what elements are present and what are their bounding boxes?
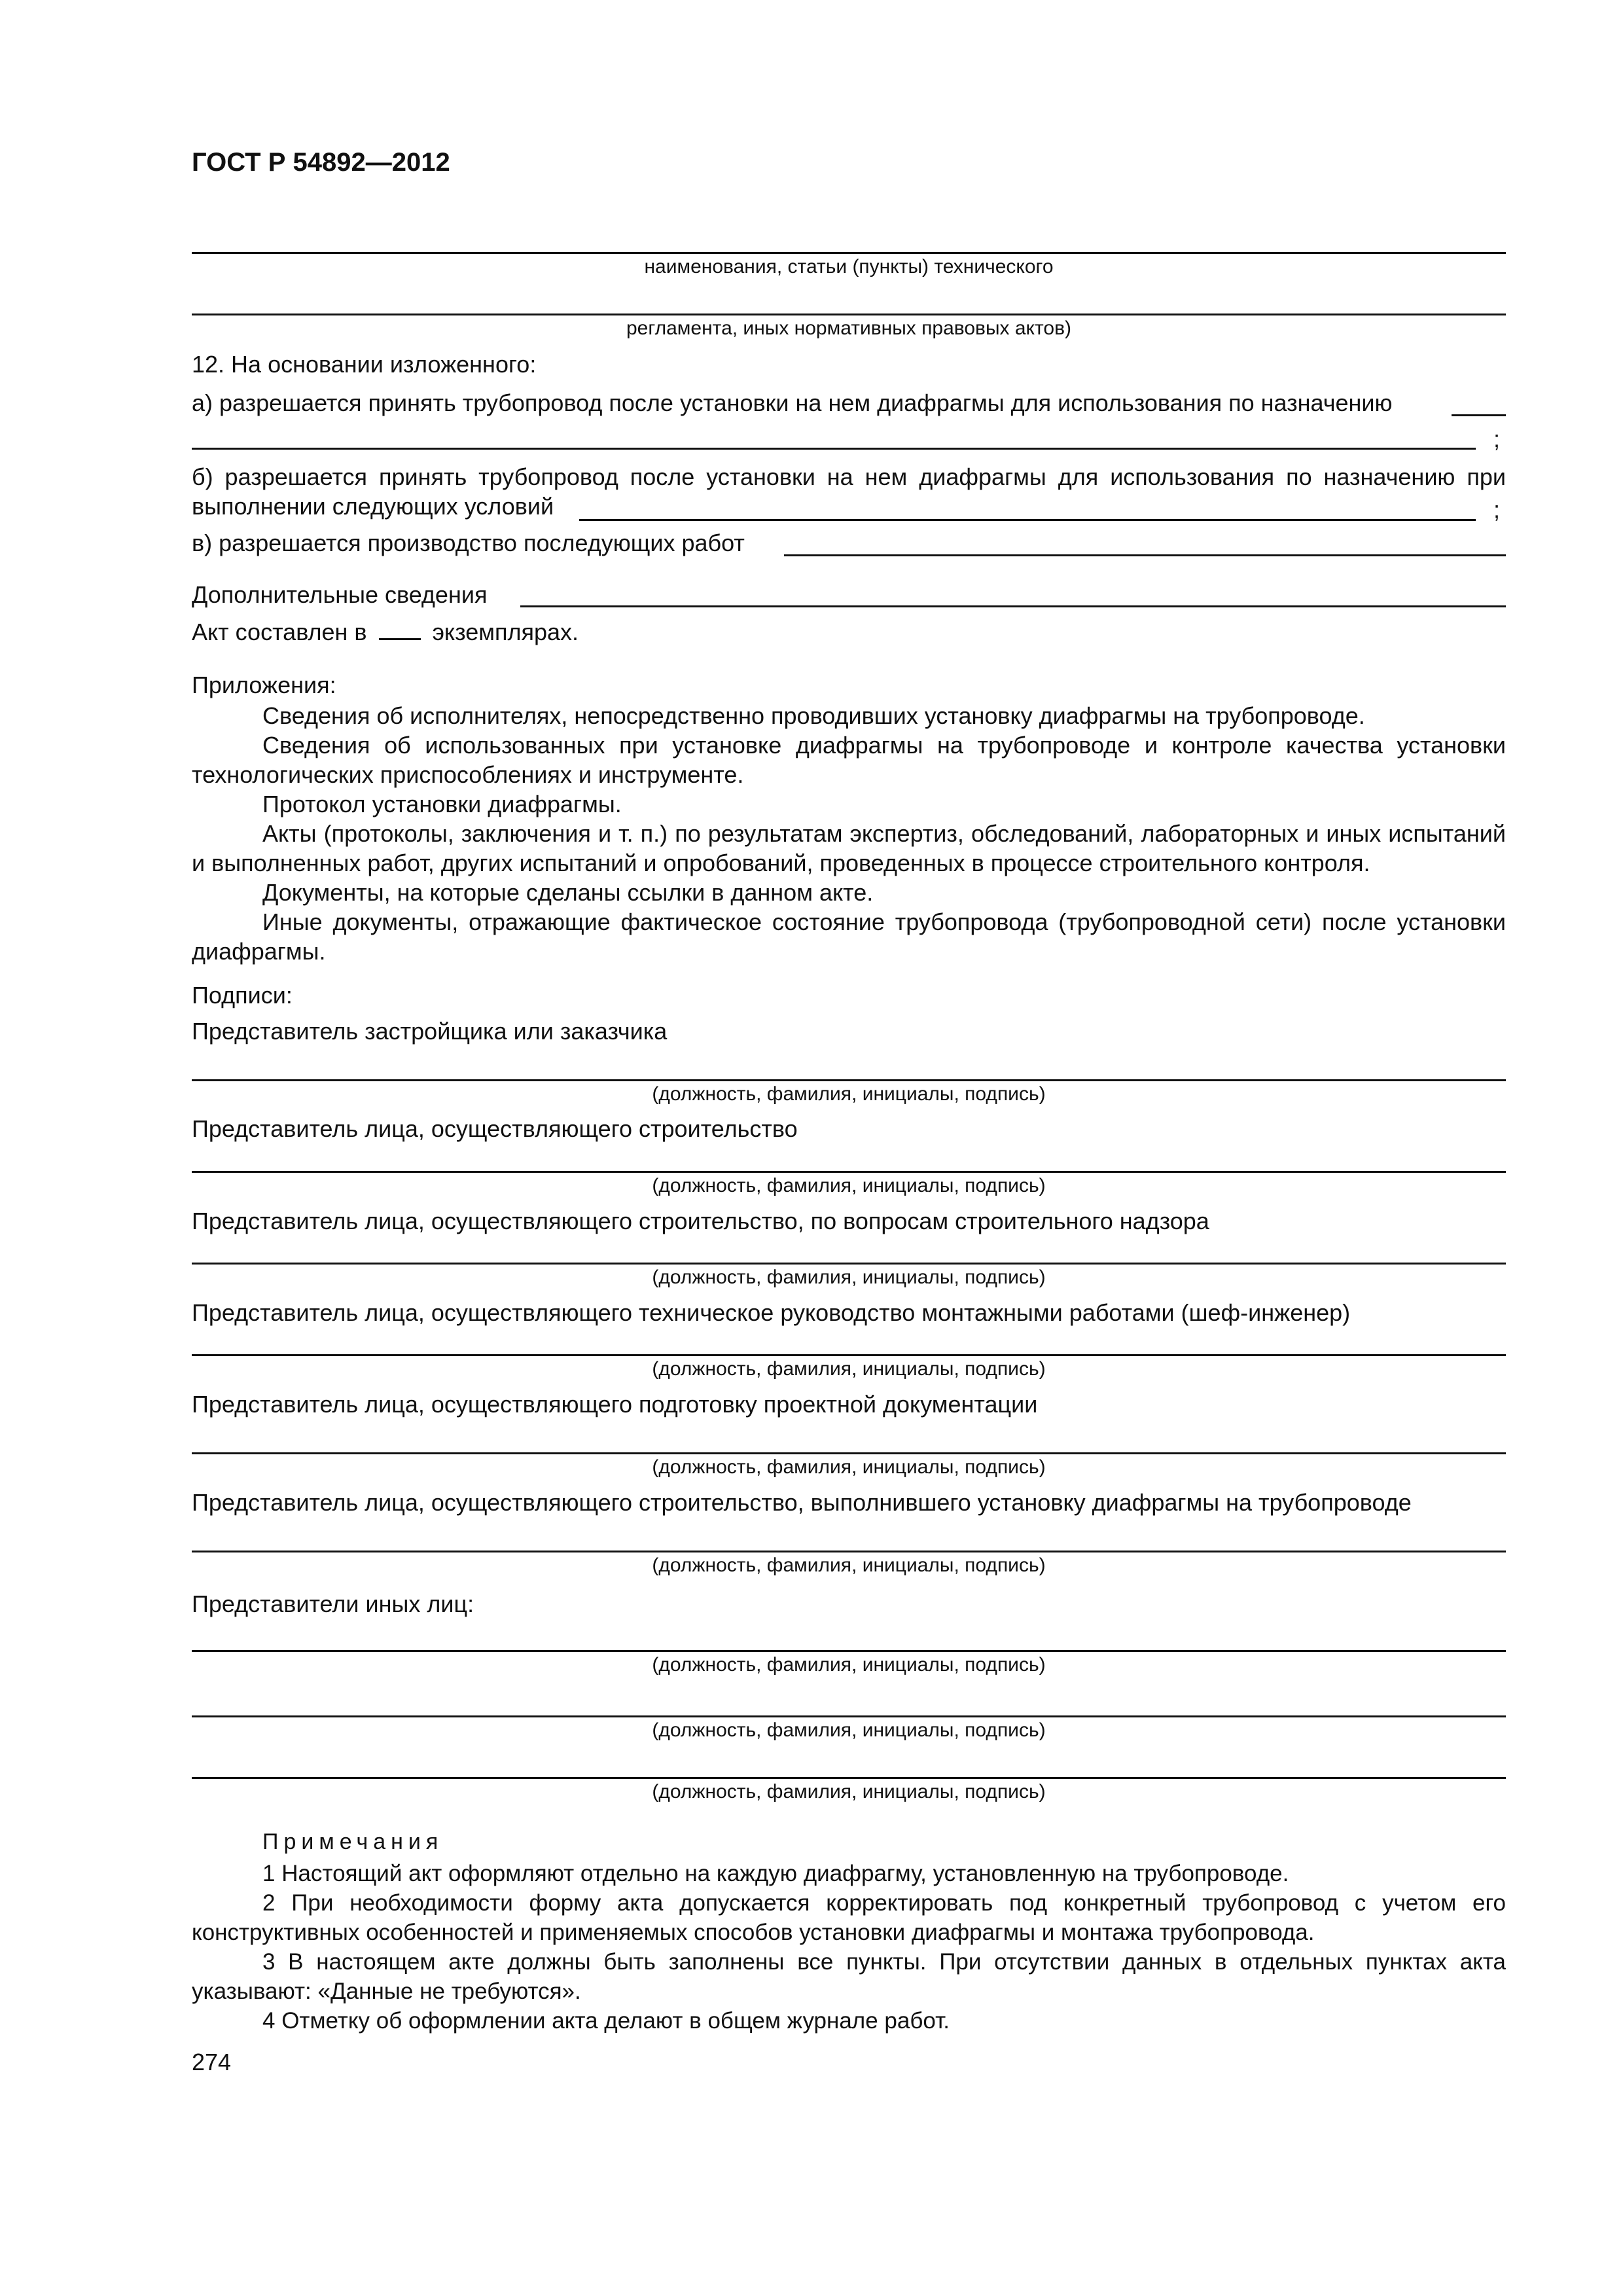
signature-line[interactable] [192,1777,1506,1779]
appendices-list [192,701,1506,966]
notes-list [192,1859,1506,2036]
signature-caption: (должность, фамилия, инициалы, подпись) [652,1781,1046,1803]
fill-line [1452,414,1506,416]
rep-label: Представитель лица, осуществляющего строительство, по вопросам строительного надзора [192,1208,1209,1234]
signature-caption: (должность, фамилия, инициалы, подпись) [652,1266,1046,1288]
item-12c: в) разрешается производство последующих работ [192,529,745,556]
fill-line [579,519,1476,521]
rep-label: Представитель лица, осуществляющего строительство, выполнившего установку диафрагмы на трубопроводе [192,1489,1412,1516]
signature-caption: (должность, фамилия, инициалы, подпись) [652,1719,1046,1741]
signature-line[interactable] [192,1650,1506,1652]
appendix-item: Акты (протоколы, заключения и т. п.) по результатам экспертиз, обследований, лабораторных и иных испытаний и выполненных работ, других испытаний и опробований, проведенных в процессе строительного контроля. [192,820,1506,876]
fill-line [192,252,1506,254]
act-copies-before: Акт составлен в [192,619,367,645]
rep-label: Представитель лица, осуществляющего строительство [192,1115,798,1142]
rep-label: Представители иных лиц: [192,1590,474,1617]
signature-line[interactable] [192,1715,1506,1717]
signature-line[interactable] [192,1452,1506,1454]
page-number: 274 [192,2049,232,2075]
appendix-item: Протокол установки диафрагмы. [262,791,622,817]
signature-caption: (должность, фамилия, инициалы, подпись) [652,1083,1046,1105]
signature-caption: (должность, фамилия, инициалы, подпись) [652,1175,1046,1196]
semicolon: ; [1493,496,1501,523]
signature-caption: (должность, фамилия, инициалы, подпись) [652,1654,1046,1676]
item-12-title: 12. На основании изложенного: [192,351,537,378]
appendix-item: Документы, на которые сделаны ссылки в данном акте. [262,879,874,906]
field-caption: регламента, иных нормативных правовых актов) [626,317,1072,339]
appendix-item: Сведения об исполнителях, непосредственно проводивших установку диафрагмы на трубопроводе. [262,702,1365,729]
act-copies-after: экземплярах. [432,619,579,645]
note-item: 4 Отметку об оформлении акта делают в общем журнале работ. [262,2008,950,2034]
item-12a: а) разрешается принять трубопровод после установки на нем диафрагмы для использования по назначению [192,389,1393,416]
field-caption: наименования, статьи (пункты) технического [644,256,1054,278]
note-item: 3 В настоящем акте должны быть заполнены все пункты. При отсутствии данных в отдельных пунктах акта указывают: «Данные не требуются». [192,1949,1506,2004]
signature-line[interactable] [192,1354,1506,1356]
appendix-item: Сведения об использованных при установке диафрагмы на трубопроводе и контроле качества установки технологических приспособлениях и инструменте. [192,732,1506,788]
fill-line [520,605,1506,607]
signature-line[interactable] [192,1263,1506,1265]
extra-info-label: Дополнительные сведения [192,581,488,608]
signature-line[interactable] [192,1079,1506,1081]
fill-line [192,448,1476,450]
signature-line[interactable] [192,1551,1506,1552]
signatures-title: Подписи: [192,982,293,1009]
signature-caption: (должность, фамилия, инициалы, подпись) [652,1456,1046,1478]
item-12b: б) разрешается принять трубопровод после установки на нем диафрагмы для использования по назначению при выполнении следующих условий [192,463,1506,520]
copies-blank [379,638,421,640]
semicolon: ; [1493,425,1501,452]
signature-caption: (должность, фамилия, инициалы, подпись) [652,1554,1046,1576]
signature-line[interactable] [192,1171,1506,1173]
appendices-title: Приложения: [192,672,336,698]
act-copies [192,619,579,646]
signature-caption: (должность, фамилия, инициалы, подпись) [652,1358,1046,1380]
note-item: 2 При необходимости форму акта допускается корректировать под конкретный трубопровод с учетом его конструктивных особенностей и применяемых способов установки диафрагмы и монтажа трубопровода. [192,1890,1506,1945]
rep-label: Представитель лица, осуществляющего техническое руководство монтажными работами (шеф-инженер) [192,1299,1351,1326]
rep-label: Представитель застройщика или заказчика [192,1018,668,1045]
note-item: 1 Настоящий акт оформляют отдельно на каждую диафрагму, установленную на трубопроводе. [262,1861,1289,1886]
rep-label: Представитель лица, осуществляющего подготовку проектной документации [192,1391,1038,1418]
notes-title: Примечания [262,1829,444,1854]
fill-line [192,314,1506,315]
fill-line [784,554,1506,556]
appendix-item: Иные документы, отражающие фактическое состояние трубопровода (трубопроводной сети) после установки диафрагмы. [192,908,1506,965]
document-header: ГОСТ Р 54892—2012 [192,148,450,177]
